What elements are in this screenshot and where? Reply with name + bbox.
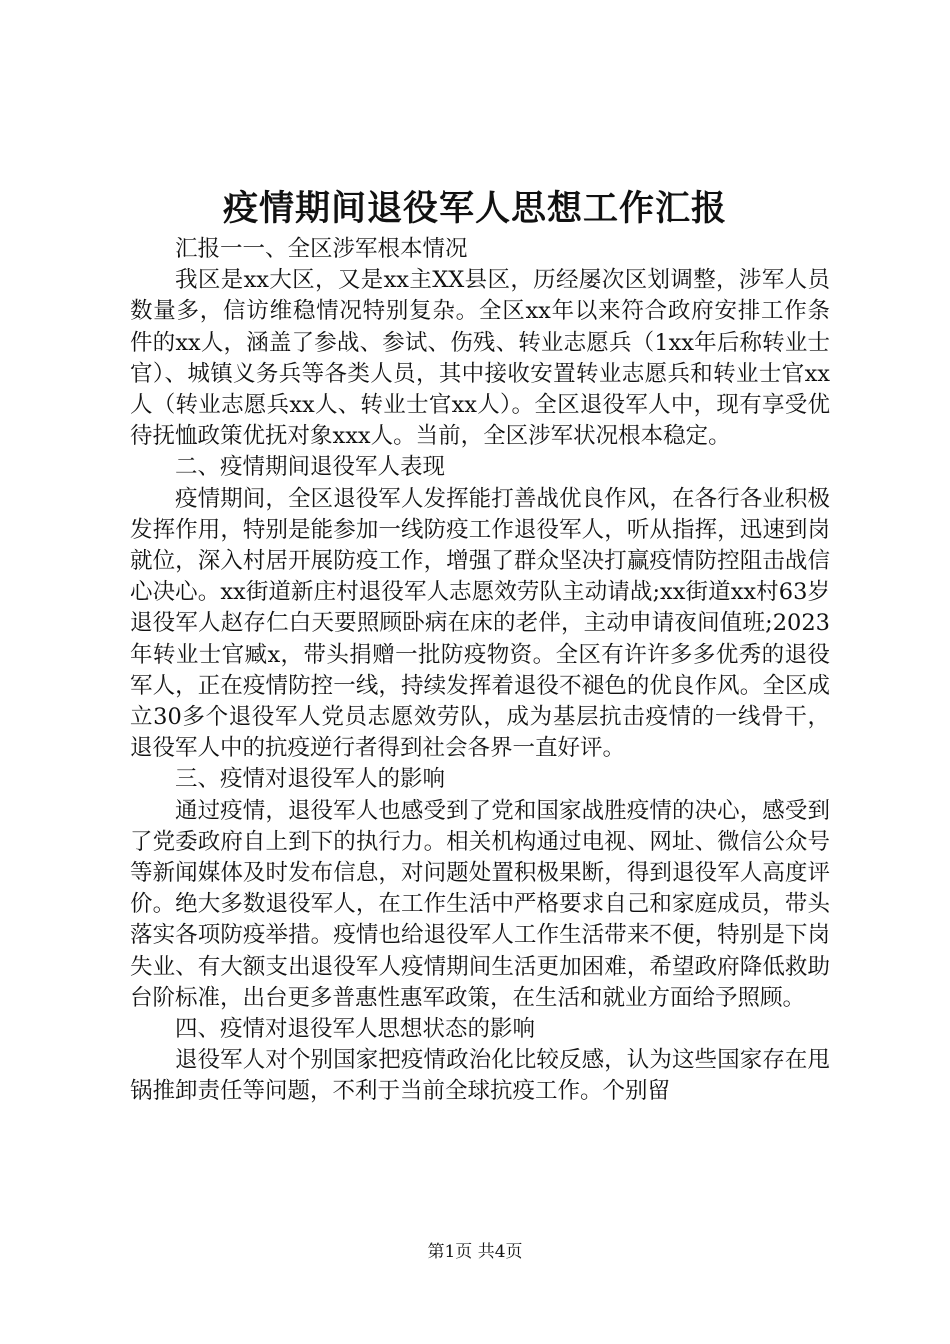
- document-title: 疫情期间退役军人思想工作汇报: [222, 189, 727, 229]
- section-heading-3: 三、疫情对退役军人的影响: [175, 766, 446, 793]
- section-heading-4: 四、疫情对退役军人思想状态的影响: [175, 1016, 536, 1043]
- paragraph-2: 疫情期间，全区退役军人发挥能打善战优良作风，在各行各业积极发挥作用，特别是能参加一线防疫工作退役军人，听从指挥，迅速到岗就位，深入村居开展防疫工作，增强了群众坚决打赢疫情防控阻击战信心决心。xx街道新庄村退役军人志愿效劳队主动请战;xx街道xx村63岁退役军人赵存仁白天要照顾卧病在床的老伴，主动申请夜间值班;2023年转业士官臧x，带头捐赠一批防疫物资。全区有许许多多优秀的退役军人，正在疫情防控一线，持续发挥着退役不褪色的优良作风。全区成立30多个退役军人党员志愿效劳队，成为基层抗击疫情的一线骨干，退役军人中的抗疫逆行者得到社会各界一直好评。: [130, 485, 830, 762]
- page-footer: 第1页 共4页: [427, 1242, 523, 1262]
- paragraph-4: 退役军人对个别国家把疫情政治化比较反感，认为这些国家存在甩锅推卸责任等问题，不利于当前全球抗疫工作。个别留: [130, 1047, 830, 1105]
- section-heading-2: 二、疫情期间退役军人表现: [175, 454, 446, 481]
- paragraph-1: 我区是xx大区，又是xx主XX县区，历经屡次区划调整，涉军人员数量多，信访维稳情况特别复杂。全区xx年以来符合政府安排工作条件的xx人，涵盖了参战、参试、伤残、转业志愿兵（1xx年后称转业士官）、城镇义务兵等各类人员，其中接收安置转业志愿兵和转业士官xx人（转业志愿兵xx人、转业士官xx人）。全区退役军人中，现有享受优待抚恤政策优抚对象xxx人。当前，全区涉军状况根本稳定。: [130, 267, 830, 450]
- document-body: [130, 234, 830, 1108]
- paragraph-3: 通过疫情，退役军人也感受到了党和国家战胜疫情的决心，感受到了党委政府自上到下的执行力。相关机构通过电视、网址、微信公众号等新闻媒体及时发布信息，对问题处置积极果断，得到退役军人高度评价。绝大多数退役军人，在工作生活中严格要求自己和家庭成员，带头落实各项防疫举措。疫情也给退役军人工作生活带来不便，特别是下岗失业、有大额支出退役军人疫情期间生活更加困难，希望政府降低救助台阶标准，出台更多普惠性惠军政策，在生活和就业方面给予照顾。: [130, 797, 830, 1011]
- section-heading-1: 汇报一一、全区涉军根本情况: [175, 236, 468, 262]
